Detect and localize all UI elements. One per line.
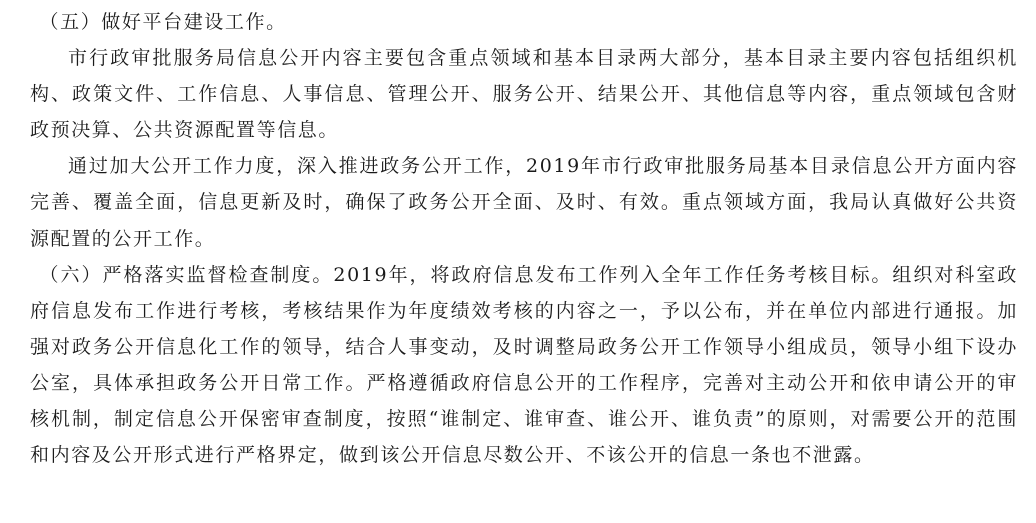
paragraph-disclosure-content <box>30 40 1018 148</box>
section-supervision-six <box>30 257 1018 474</box>
paragraph-text: 市行政审批服务局信息公开内容主要包含重点领域和基本目录两大部分，基本目录主要内容包括组织机构、政策文件、工作信息、人事信息、管理公开、服务公开、结果公开、其他信息等内容，重点领域包含财政预决算、公共资源配置等信息。 <box>30 47 1018 142</box>
paragraph-disclosure-effort <box>30 148 1018 256</box>
paragraph-text: （六）严格落实监督检查制度。2019年，将政府信息发布工作列入全年工作任务考核目标。组织对科室政府信息发布工作进行考核，考核结果作为年度绩效考核的内容之一，予以公布，并在单位内部进行通报。加强对政务公开信息化工作的领导，结合人事变动，及时调整局政务公开工作领导小组成员，领导小组下设办公室，具体承担政务公开日常工作。严格遵循政府信息公开的工作程序，完善对主动公开和依申请公开的审核机制，制定信息公开保密审查制度，按照“谁制定、谁审查、谁公开、谁负责”的原则，对需要公开的范围和内容及公开形式进行严格界定，做到该公开信息尽数公开、不该公开的信息一条也不泄露。 <box>30 263 1018 467</box>
paragraph-text: （五）做好平台建设工作。 <box>39 11 287 33</box>
paragraph-text: 通过加大公开工作力度，深入推进政务公开工作，2019年市行政审批服务局基本目录信息公开方面内容完善、覆盖全面，信息更新及时，确保了政务公开全面、及时、有效。重点领域方面，我局认真做好公共资源配置的公开工作。 <box>30 155 1018 250</box>
section-heading-five <box>30 4 1018 40</box>
